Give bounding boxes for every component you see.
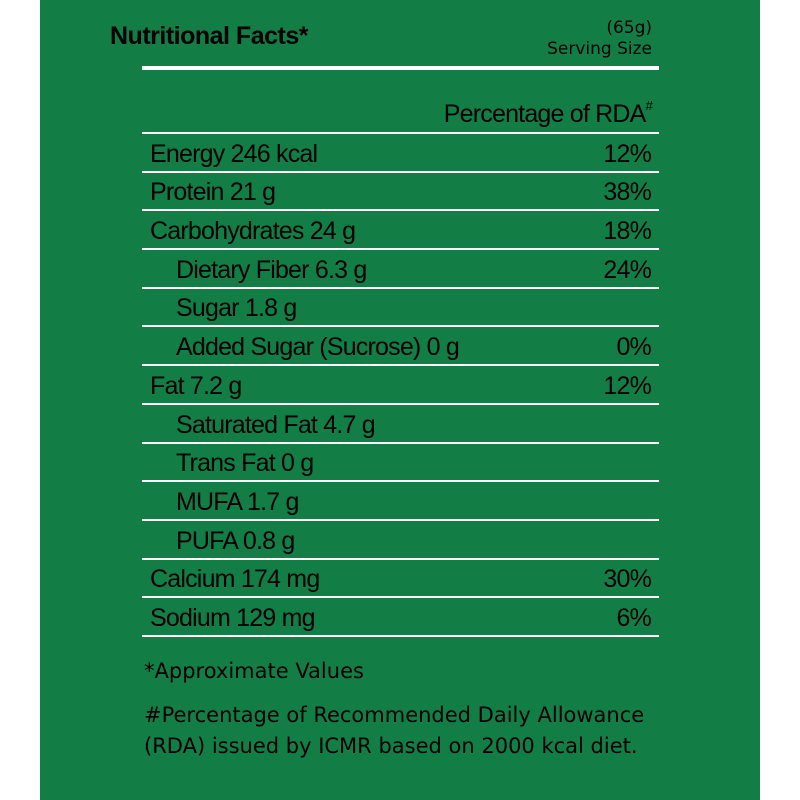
nutrient-label: Saturated Fat 4.7 g <box>176 410 375 439</box>
nutrient-row <box>142 482 659 521</box>
nutrient-row <box>142 289 659 328</box>
nutrient-rda: 30% <box>603 565 651 594</box>
footnotes <box>144 656 664 762</box>
nutrient-rda: 38% <box>603 178 651 207</box>
nutrient-label: Trans Fat 0 g <box>176 449 314 478</box>
nutrient-row <box>142 250 659 289</box>
rda-definition-note: #Percentage of Recommended Daily Allowance (RDA) issued by ICMR based on 2000 kcal diet. <box>144 703 645 758</box>
nutrient-rda: 12% <box>603 371 651 400</box>
nutrient-label: Sugar 1.8 g <box>176 294 297 323</box>
approximate-values-note: *Approximate Values <box>144 659 364 683</box>
nutrition-title: Nutritional Facts* <box>110 22 308 50</box>
nutrient-label: Fat 7.2 g <box>150 371 242 400</box>
nutrient-row <box>142 327 659 366</box>
nutrient-label: PUFA 0.8 g <box>176 526 295 555</box>
nutrient-rda: 12% <box>603 139 651 168</box>
nutrient-label: Carbohydrates 24 g <box>150 217 356 246</box>
nutrient-row <box>142 211 659 250</box>
serving-label: Serving Size <box>547 39 652 59</box>
nutrient-label: Sodium 129 mg <box>150 603 315 632</box>
nutrient-row <box>142 560 659 599</box>
rda-header-mark: # <box>645 98 652 113</box>
nutrient-rda: 6% <box>616 603 651 632</box>
rda-column-header <box>142 98 652 129</box>
nutrient-row <box>142 444 659 483</box>
label-header <box>104 18 656 66</box>
nutrient-rda: 0% <box>616 333 651 362</box>
serving-size <box>547 18 652 60</box>
nutrient-row <box>142 598 659 637</box>
nutrition-table <box>142 134 659 637</box>
nutrient-row <box>142 405 659 444</box>
nutrient-row <box>142 366 659 405</box>
nutrient-label: MUFA 1.7 g <box>176 487 299 516</box>
nutrient-label: Calcium 174 mg <box>150 565 320 594</box>
rda-header-text: Percentage of RDA <box>443 100 646 128</box>
nutrient-row <box>142 173 659 212</box>
nutrient-rda: 18% <box>603 217 651 246</box>
serving-amount: (65g) <box>606 18 652 38</box>
nutrient-label: Protein 21 g <box>150 178 276 207</box>
nutrient-row <box>142 134 659 173</box>
nutrient-label: Energy 246 kcal <box>150 139 318 168</box>
nutrient-row <box>142 521 659 560</box>
nutrient-rda: 24% <box>603 255 651 284</box>
nutrient-label: Dietary Fiber 6.3 g <box>176 255 367 284</box>
header-divider <box>142 66 659 70</box>
nutrient-label: Added Sugar (Sucrose) 0 g <box>176 333 459 362</box>
